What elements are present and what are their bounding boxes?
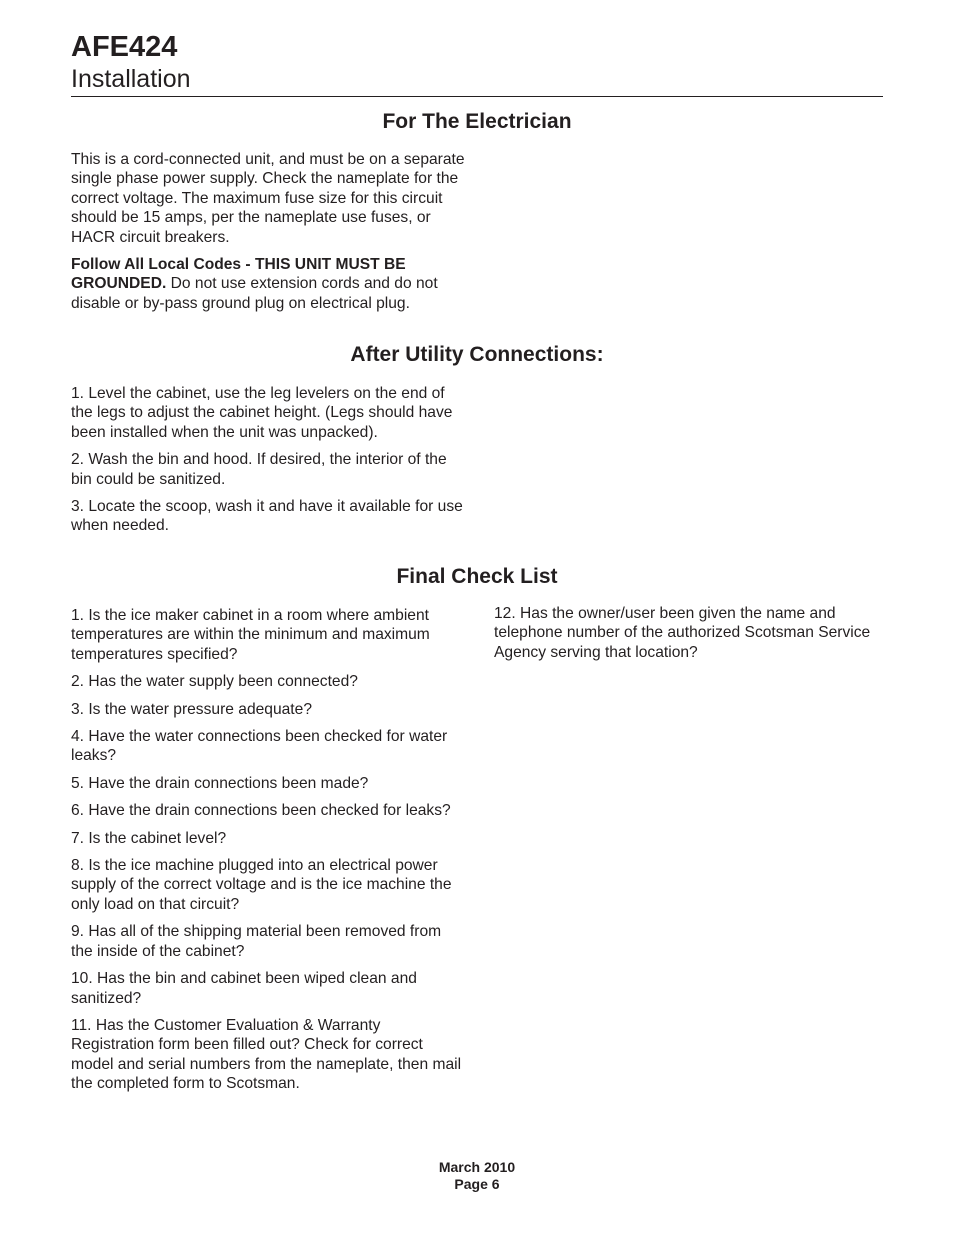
- heading-utility: After Utility Connections:: [350, 343, 604, 366]
- checklist-item: 12. Has the owner/user been given the name and telephone number of the authorized Scotsman Service Agency serving that location?: [494, 605, 871, 661]
- model-title: AFE424: [71, 31, 178, 63]
- checklist-item: 9. Has all of the shipping material been removed from the inside of the cabinet?: [71, 923, 442, 960]
- utility-item: 1. Level the cabinet, use the leg levelers on the end of the legs to adjust the cabinet height. (Legs should have been installed when the unit was unpacked).: [71, 385, 453, 441]
- page-number: Page 6: [454, 1176, 500, 1192]
- checklist-right: [494, 604, 886, 670]
- utility-item: 3. Locate the scoop, wash it and have it available for use when needed.: [71, 498, 463, 535]
- checklist-item: 2. Has the water supply been connected?: [71, 673, 358, 691]
- checklist-item: 3. Is the water pressure adequate?: [71, 700, 312, 718]
- checklist-item: 8. Is the ice machine plugged into an electrical power supply of the correct voltage and is the ice machine the only load on that circuit?: [71, 857, 452, 913]
- checklist-item: 7. Is the cabinet level?: [71, 829, 227, 847]
- utility-item: 2. Wash the bin and hood. If desired, the interior of the bin could be sanitized.: [71, 451, 447, 488]
- page-header: [71, 30, 883, 97]
- page-footer: [0, 1159, 954, 1193]
- checklist-item: 6. Have the drain connections been checked for leaks?: [71, 802, 451, 820]
- footer-date: March 2010: [438, 1159, 516, 1175]
- checklist-item: 11. Has the Customer Evaluation & Warranty Registration form been filled out? Check for correct model and serial numbers from the nameplate, then mail the completed form to Scotsman.: [71, 1016, 462, 1093]
- heading-electrician: For The Electrician: [382, 110, 572, 133]
- checklist-item: 4. Have the water connections been checked for water leaks?: [71, 728, 448, 765]
- checklist-left: [71, 606, 466, 1102]
- checklist-item: 5. Have the drain connections been made?: [71, 774, 369, 792]
- section-title: Installation: [71, 65, 191, 93]
- checklist-item: 10. Has the bin and cabinet been wiped clean and sanitized?: [71, 970, 417, 1007]
- electrician-paragraph-2: [71, 255, 466, 313]
- utility-list: [71, 384, 466, 544]
- electrician-section: [71, 150, 466, 321]
- electrician-paragraph-1: This is a cord-connected unit, and must be on a separate single phase power supply. Check the nameplate for the correct voltage. The maximum fuse size for this circuit should be 15 amps, per the nameplate use fuses, or HACR circuit breakers.: [71, 151, 465, 246]
- heading-checklist: Final Check List: [396, 565, 558, 588]
- electrician-warning: Follow All Local Codes - THIS UNIT MUST BE GROUNDED.: [71, 256, 406, 293]
- electrician-paragraph-2-text: Do not use extension cords and do not disable or by-pass ground plug on electrical plug.: [71, 275, 438, 312]
- checklist-item: 1. Is the ice maker cabinet in a room where ambient temperatures are within the minimum and maximum temperatures specified?: [71, 607, 430, 663]
